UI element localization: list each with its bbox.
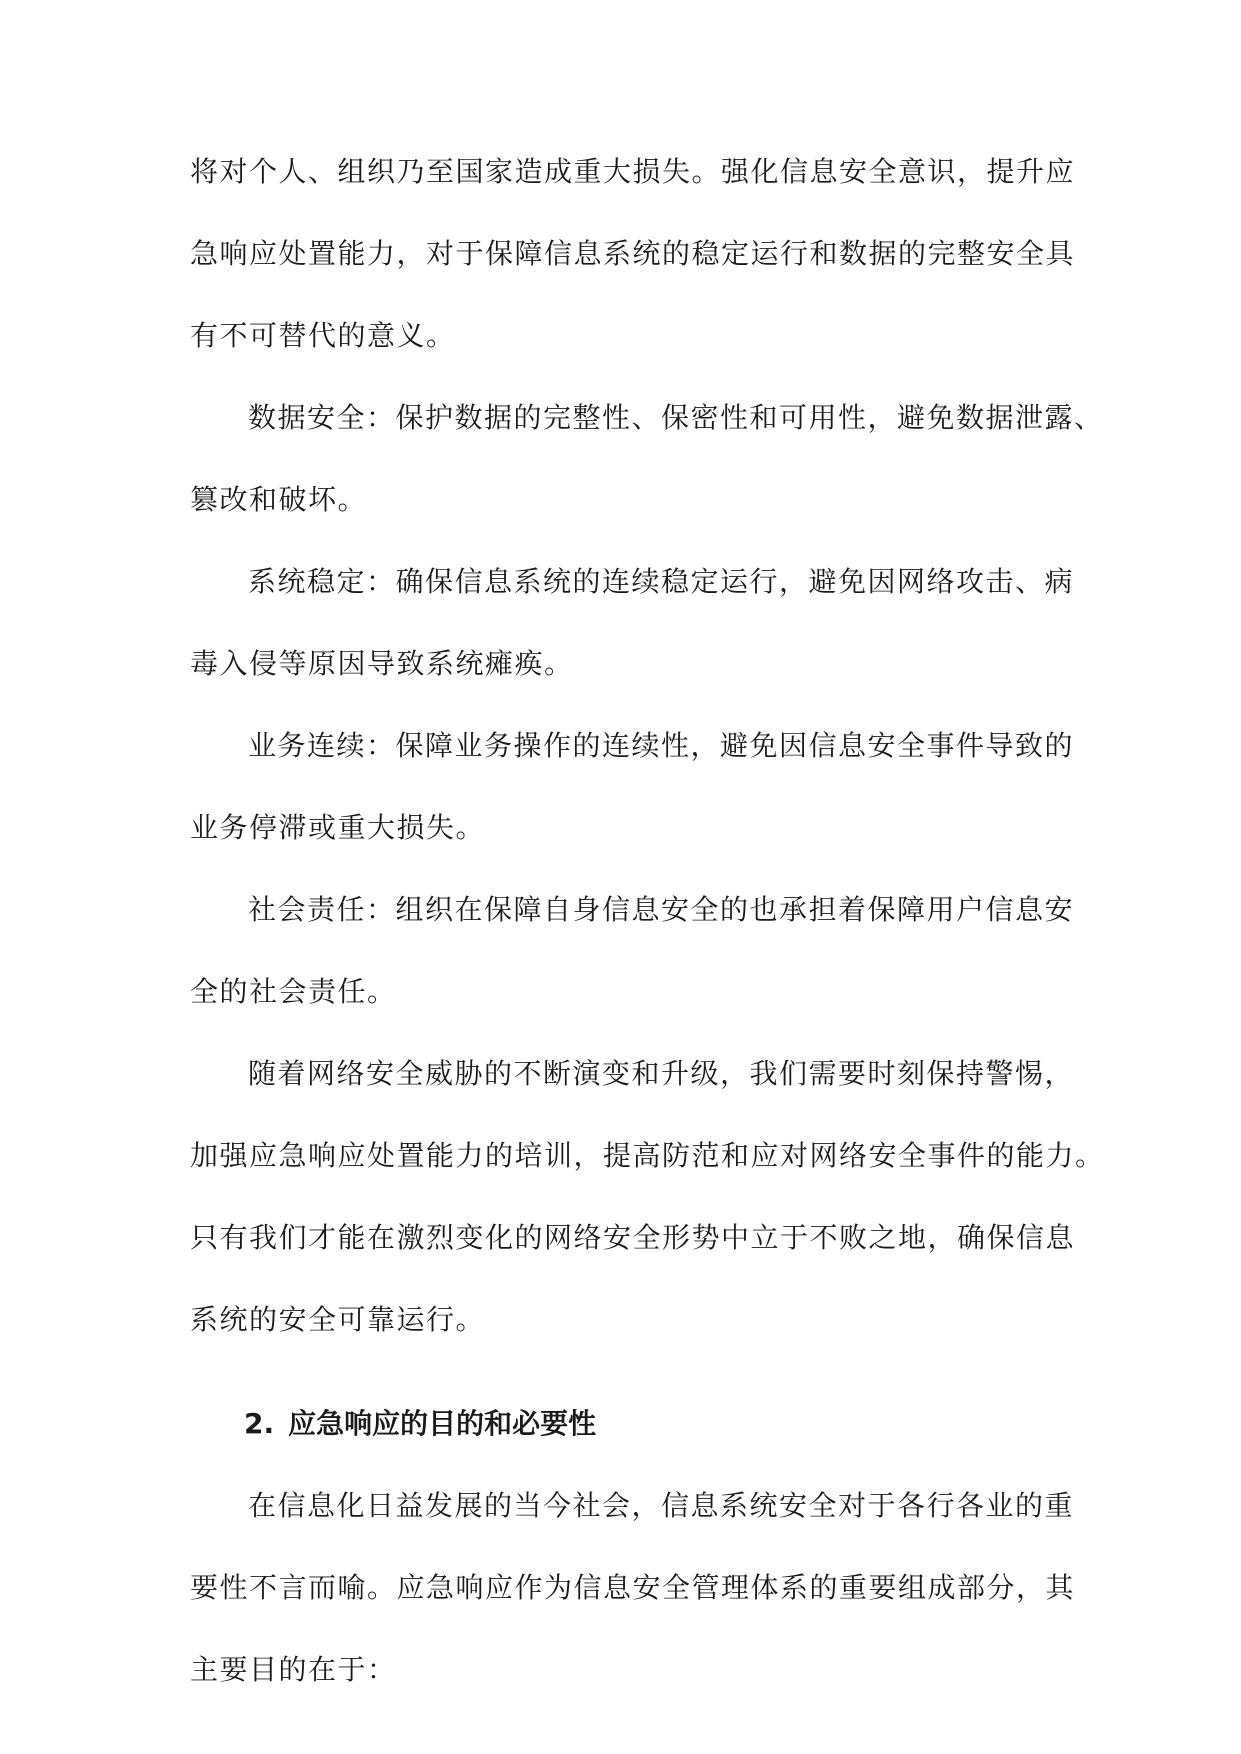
text-line: 全的社会责任。	[190, 975, 397, 1008]
paragraph-intro	[190, 140, 1076, 386]
section-title: 应急响应的目的和必要性	[288, 1407, 597, 1440]
section-heading	[190, 1392, 1062, 1474]
paragraph-social-responsibility	[190, 878, 1075, 1042]
text-line: 系统的安全可靠运行。	[190, 1303, 486, 1336]
text-line: 加强应急响应处置能力的培训，提高防范和应对网络安全事件的能力。	[190, 1139, 1105, 1172]
text-line: 主要目的在于：	[190, 1653, 397, 1686]
text-line: 随着网络安全威胁的不断演变和升级，我们需要时刻保持警惕，	[248, 1057, 1075, 1090]
document-body	[190, 140, 1105, 1720]
text-line: 业务连续：保障业务操作的连续性，避免因信息安全事件导致的	[248, 729, 1075, 762]
section-number: 2.	[244, 1407, 275, 1440]
heading-spacer	[190, 1370, 1062, 1392]
text-line: 数据安全：保护数据的完整性、保密性和可用性，避免数据泄露、	[248, 401, 1104, 434]
paragraph-system-stability	[190, 550, 1075, 714]
paragraph-conclusion	[190, 1042, 1105, 1370]
text-line: 社会责任：组织在保障自身信息安全的也承担着保障用户信息安	[248, 893, 1075, 926]
text-line: 急响应处置能力，对于保障信息系统的稳定运行和数据的完整安全具	[190, 237, 1076, 270]
text-line: 有不可替代的意义。	[190, 319, 456, 352]
text-line: 将对个人、组织乃至国家造成重大损失。强化信息安全意识，提升应	[190, 155, 1076, 188]
text-line: 篡改和破坏。	[190, 483, 368, 516]
paragraph-business-continuity	[190, 714, 1075, 878]
paragraph-data-security	[190, 386, 1104, 550]
text-line: 毒入侵等原因导致系统瘫痪。	[190, 647, 574, 680]
text-line: 业务停滞或重大损失。	[190, 811, 486, 844]
text-line: 只有我们才能在激烈变化的网络安全形势中立于不败之地，确保信息	[190, 1221, 1076, 1254]
text-line: 要性不言而喻。应急响应作为信息安全管理体系的重要组成部分，其	[190, 1571, 1076, 1604]
text-line: 系统稳定：确保信息系统的连续稳定运行，避免因网络攻击、病	[248, 565, 1075, 598]
paragraph-section-intro	[190, 1474, 1076, 1720]
text-line: 在信息化日益发展的当今社会，信息系统安全对于各行各业的重	[248, 1489, 1075, 1522]
